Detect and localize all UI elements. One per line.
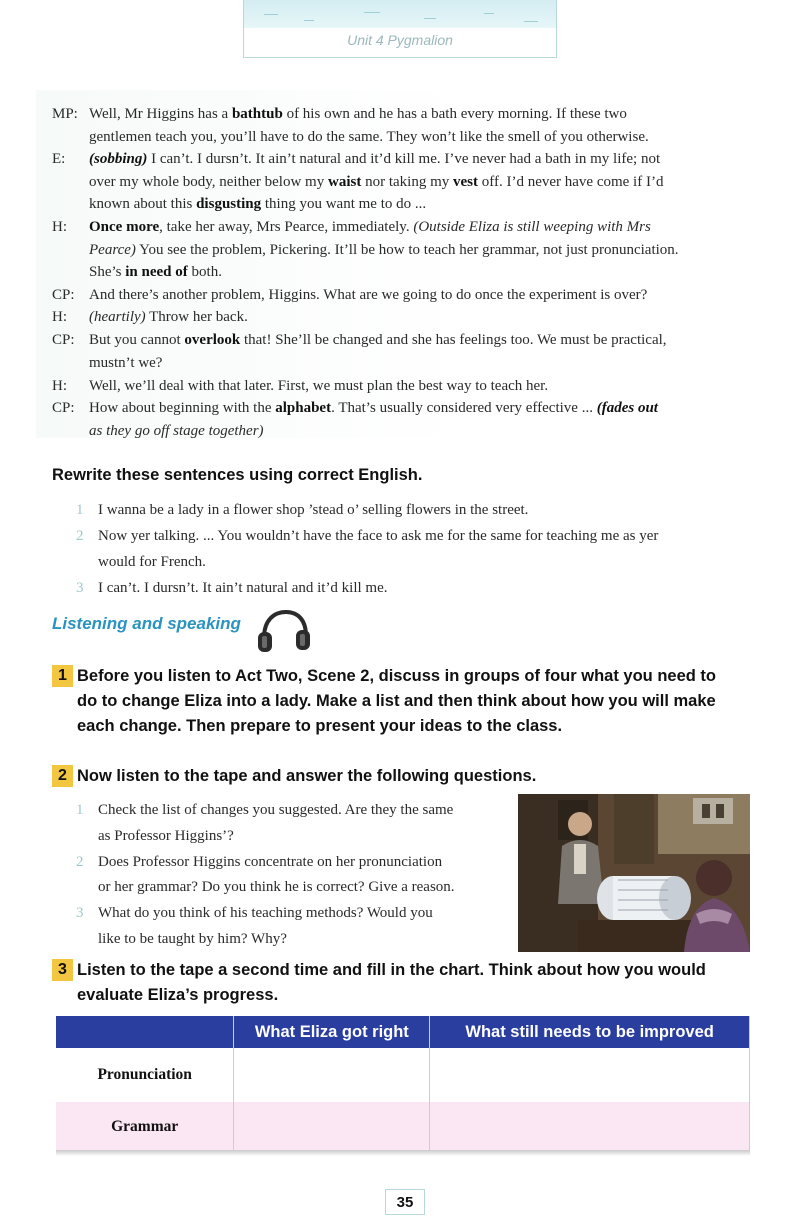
dialogue-line	[52, 397, 752, 420]
chart-row-grammar	[56, 1102, 750, 1152]
header-decoration	[244, 0, 556, 28]
scene-photo	[518, 794, 750, 952]
chart-header-got-right: What Eliza got right	[234, 1016, 430, 1048]
chart-header-empty	[56, 1016, 234, 1048]
dialogue-line	[52, 193, 752, 216]
dialogue-text: known about this disgusting thing you want me to do ...	[89, 196, 427, 212]
dialogue-text: Well, we’ll deal with that later. First, we must plan the best way to teach her.	[89, 377, 549, 394]
speaker-label: CP:	[52, 400, 75, 416]
dialogue-line	[52, 352, 752, 375]
dialogue-line	[52, 375, 752, 398]
list-item	[76, 850, 455, 901]
item-number: 1	[76, 802, 84, 818]
item-number: 2	[76, 853, 84, 870]
speaker-label: CP:	[52, 286, 75, 303]
row-label-pronunciation: Pronunciation	[56, 1048, 234, 1102]
dialogue-text: over my whole body, neither below my waist nor taking my vest off. I’d never have come if I’d	[89, 173, 664, 190]
listening-heading: Listening and speaking	[52, 614, 241, 633]
list-item	[76, 576, 388, 602]
list-item	[76, 524, 658, 575]
task-2	[52, 764, 536, 789]
task-3	[52, 958, 706, 1008]
dialogue-line	[52, 261, 752, 284]
speaker-label: E:	[52, 151, 66, 167]
progress-chart	[56, 1016, 750, 1152]
chart-cell-empty[interactable]	[430, 1048, 750, 1102]
dialogue-text: mustn’t we?	[89, 354, 163, 371]
item-text: Does Professor Higgins concentrate on her pronunciation or her grammar? Do you think he is correct? Give a reason.	[98, 853, 455, 895]
chart-row-pronunciation	[56, 1048, 750, 1102]
dialogue-text: as they go off stage together)	[89, 422, 264, 439]
dialogue-line	[52, 148, 752, 171]
dialogue-line	[52, 306, 752, 329]
task-1	[52, 664, 716, 739]
chart-header-row	[56, 1016, 750, 1048]
dialogue-line	[52, 239, 752, 262]
item-text: I can’t. I dursn’t. It ain’t natural and it’d kill me.	[98, 579, 388, 596]
item-text: What do you think of his teaching methods? Would you like to be taught by him? Why?	[98, 905, 433, 947]
dialogue-line	[52, 420, 752, 443]
item-text: I wanna be a lady in a flower shop ’stead o’ selling flowers in the street.	[98, 502, 529, 518]
chart-header-needs-improvement: What still needs to be improved	[430, 1016, 750, 1048]
dialogue-text: Well, Mr Higgins has a bathtub of his own and he has a bath every morning. If these two	[89, 106, 627, 122]
item-number: 1	[76, 502, 84, 518]
dialogue-text: Once more, take her away, Mrs Pearce, immediately. (Outside Eliza is still weeping with Mrs	[89, 219, 651, 235]
task-number-badge: 2	[52, 765, 73, 787]
rewrite-title: Rewrite these sentences using correct English.	[52, 466, 423, 484]
chart-shadow	[56, 1150, 750, 1156]
item-text: Check the list of changes you suggested. Are they the same as Professor Higgins’?	[98, 802, 454, 844]
row-label-grammar: Grammar	[56, 1102, 234, 1152]
dialogue-text: And there’s another problem, Higgins. What are we going to do once the experiment is over?	[89, 286, 648, 303]
headphones-icon	[256, 608, 312, 654]
unit-header	[243, 0, 557, 58]
list-item	[76, 798, 453, 849]
task-line: Listen to the tape a second time and fill in the chart. Think about how you would	[77, 961, 706, 979]
dialogue-text: She’s in need of both.	[89, 264, 222, 280]
chart-cell-empty[interactable]	[234, 1048, 430, 1102]
item-number: 2	[76, 528, 84, 544]
chart-cell-empty[interactable]	[430, 1102, 750, 1152]
dialogue-line	[52, 216, 752, 239]
speaker-label: H:	[52, 377, 67, 394]
unit-title: Unit 4 Pygmalion	[347, 32, 453, 48]
speaker-label: H:	[52, 219, 67, 235]
task-line: Before you listen to Act Two, Scene 2, discuss in groups of four what you need to	[77, 667, 716, 685]
speaker-label: MP:	[52, 106, 78, 122]
item-text: Now yer talking. ... You wouldn’t have the face to ask me for the same for teaching me as yer would for French.	[98, 528, 659, 570]
dialogue-text: How about beginning with the alphabet. That’s usually considered very effective ... (fades out	[89, 400, 658, 416]
dialogue-line	[52, 171, 752, 194]
task-line: each change. Then prepare to present your ideas to the class.	[77, 717, 563, 735]
speaker-label: H:	[52, 309, 67, 325]
task-line: evaluate Eliza’s progress.	[77, 986, 279, 1004]
dialogue-line	[52, 284, 752, 307]
page-number: 35	[385, 1189, 425, 1215]
item-number: 3	[76, 579, 84, 596]
task-number-badge: 3	[52, 959, 73, 981]
dialogue-text: (heartily) Throw her back.	[89, 309, 248, 325]
dialogue-text: But you cannot overlook that! She’ll be changed and she has feelings too. We must be practical,	[89, 332, 667, 348]
dialogue-line	[52, 103, 752, 126]
dialogue-text: gentlemen teach you, you’ll have to do the same. They won’t like the smell of you otherwise.	[89, 128, 649, 145]
dialogue-text: Pearce) You see the problem, Pickering. It’ll be how to teach her grammar, not just pronunciation.	[89, 241, 679, 258]
dialogue-text: (sobbing) I can’t. I dursn’t. It ain’t natural and it’d kill me. I’ve never had a bath in my life; not	[89, 151, 661, 167]
item-number: 3	[76, 905, 84, 921]
dialogue-line	[52, 126, 752, 149]
dialogue-line	[52, 329, 752, 352]
chart-cell-empty[interactable]	[234, 1102, 430, 1152]
speaker-label: CP:	[52, 332, 75, 348]
list-item	[76, 498, 528, 524]
list-item	[76, 901, 433, 952]
task-line: Now listen to the tape and answer the following questions.	[77, 767, 537, 785]
task-number-badge: 1	[52, 665, 73, 687]
task-line: do to change Eliza into a lady. Make a list and then think about how you will make	[77, 692, 716, 710]
